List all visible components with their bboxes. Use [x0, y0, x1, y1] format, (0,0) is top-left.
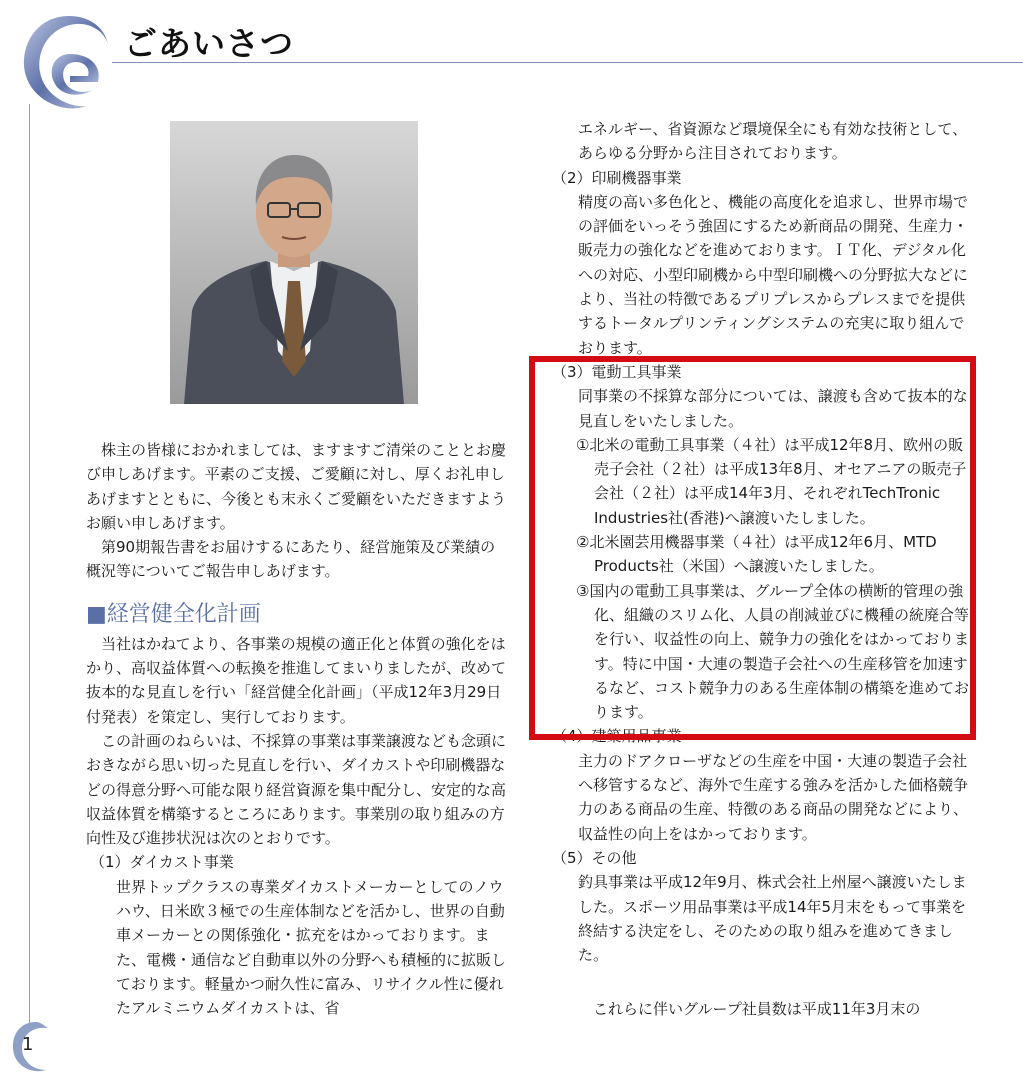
item5-label: （5）その他 [552, 848, 637, 867]
closing-paragraph: これらに伴いグループ社員数は平成11年3月末の [593, 1000, 921, 1019]
item3-subitem-2: ②北米園芸用機器事業（４社）は平成12年6月、MTD Products社（米国）へ譲渡いたしました。 [576, 533, 937, 576]
item1-text: 世界トップクラスの専業ダイカストメーカーとしてのノウハウ、日米欧３極での生産体制などを活かし、世界の自動車メーカーとの関係強化・拡充をはかっております。また、電機・通信など自動車以外の分野へも積極的に拡販しております。軽量かつ耐久性に富み、リサイクル性に優れたアルミニウムダイカストは、省 [116, 877, 507, 1018]
item3-subitem-3: ③国内の電動工具事業は、グループ全体の横断的管理の強化、組織のスリム化、人員の削減並びに機種の統廃合等を行い、収益性の向上、競争力の強化をはかっております。特に中国・大連の製造子会社への生産移管を加速するなど、コスト競争力のある生産体制の構築を進めております。 [576, 581, 970, 722]
section-heading-text: 経営健全化計画 [106, 601, 261, 627]
item4-text: 主力のドアクローザなどの生産を中国・大連の製造子会社へ移管するなど、海外で生産する強みを活かした価格競争力のある商品の生産、特徴のある商品の開発などにより、収益性の向上をはかっております。 [578, 751, 969, 843]
item4-label: （4）建築用品事業 [552, 727, 682, 746]
plan-paragraph-1: 当社はかねてより、各事業の規模の適正化と体質の強化をはかり、高収益体質への転換を推進してまいりましたが、改めて抜本的な見直しを行い「経営健全化計画」（平成12年3月29日付発表）を策定し、実行しております。 [86, 634, 507, 726]
greeting-paragraph-1: 株主の皆様におかれましては、ますますご清栄のこととお慶び申しあげます。平素のご支援、ご愛顧に対し、厚くお礼申しあげますとともに、今後とも末永くご愛顧をいただきますようお願い申しあげます。 [86, 441, 507, 532]
item3-text: 同事業の不採算な部分については、譲渡も含めて抜本的な見直しをいたしました。 [578, 387, 968, 430]
plan-paragraph-2: この計画のねらいは、不採算の事業は事業譲渡なども念頭におきながら思い切った見直しを行い、ダイカストや印刷機器などの得意分野へ可能な限り経営資源を集中配分し、安定的な高収益体質を構築するところにあります。事業別の取り組みの方向性及び進捗状況は次のとおりです。 [86, 731, 507, 848]
item2-text: 精度の高い多色化と、機能の高度化を追求し、世界市場での評価をいっそう強固にするため新商品の開発、生産力・販売力の強化などを進めております。ＩＴ化、デジタル化への対応、小型印刷機から中型印刷機への分野拡大などにより、当社の特徴であるプリプレスからプレスまでを提供するトータルプリンティングシステムの充実に取り組んでおります。 [578, 192, 969, 357]
item2-label: （2）印刷機器事業 [552, 168, 682, 187]
left-column [86, 438, 506, 1021]
item1-label: （1）ダイカスト事業 [90, 853, 234, 872]
side-divider [29, 104, 30, 1024]
page-title: ごあいさつ [124, 24, 294, 63]
section-heading [86, 600, 506, 630]
portrait-photo [170, 121, 418, 404]
item3-label: （3）電動工具事業 [552, 362, 682, 381]
page-number: 1 [22, 1034, 34, 1055]
item5-text: 釣具事業は平成12年9月、株式会社上州屋へ譲渡いたしました。スポーツ用品事業は平成14年5月末をもって事業を終結する決定をし、そのための取り組みを進めてきました。 [578, 873, 967, 965]
title-divider [112, 62, 1023, 63]
item1-continued: エネルギー、省資源など環境保全にも有効な技術として、あらゆる分野から注目されております。 [578, 120, 968, 163]
highlight-box [529, 356, 976, 740]
item3-subitem-1: ①北米の電動工具事業（４社）は平成12年8月、欧州の販売子会社（２社）は平成13年8月、オセアニアの販売子会社（２社）は平成14年3月、それぞれTechTronic Industries社(香港)へ譲渡いたしました。 [576, 435, 967, 527]
greeting-paragraph-2: 第90期報告書をお届けするにあたり、経営施策及び業績の概況等についてご報告申しあげます。 [86, 538, 496, 581]
square-bullet-icon: ■ [86, 601, 107, 627]
page-number-ornament-icon [6, 1016, 66, 1076]
